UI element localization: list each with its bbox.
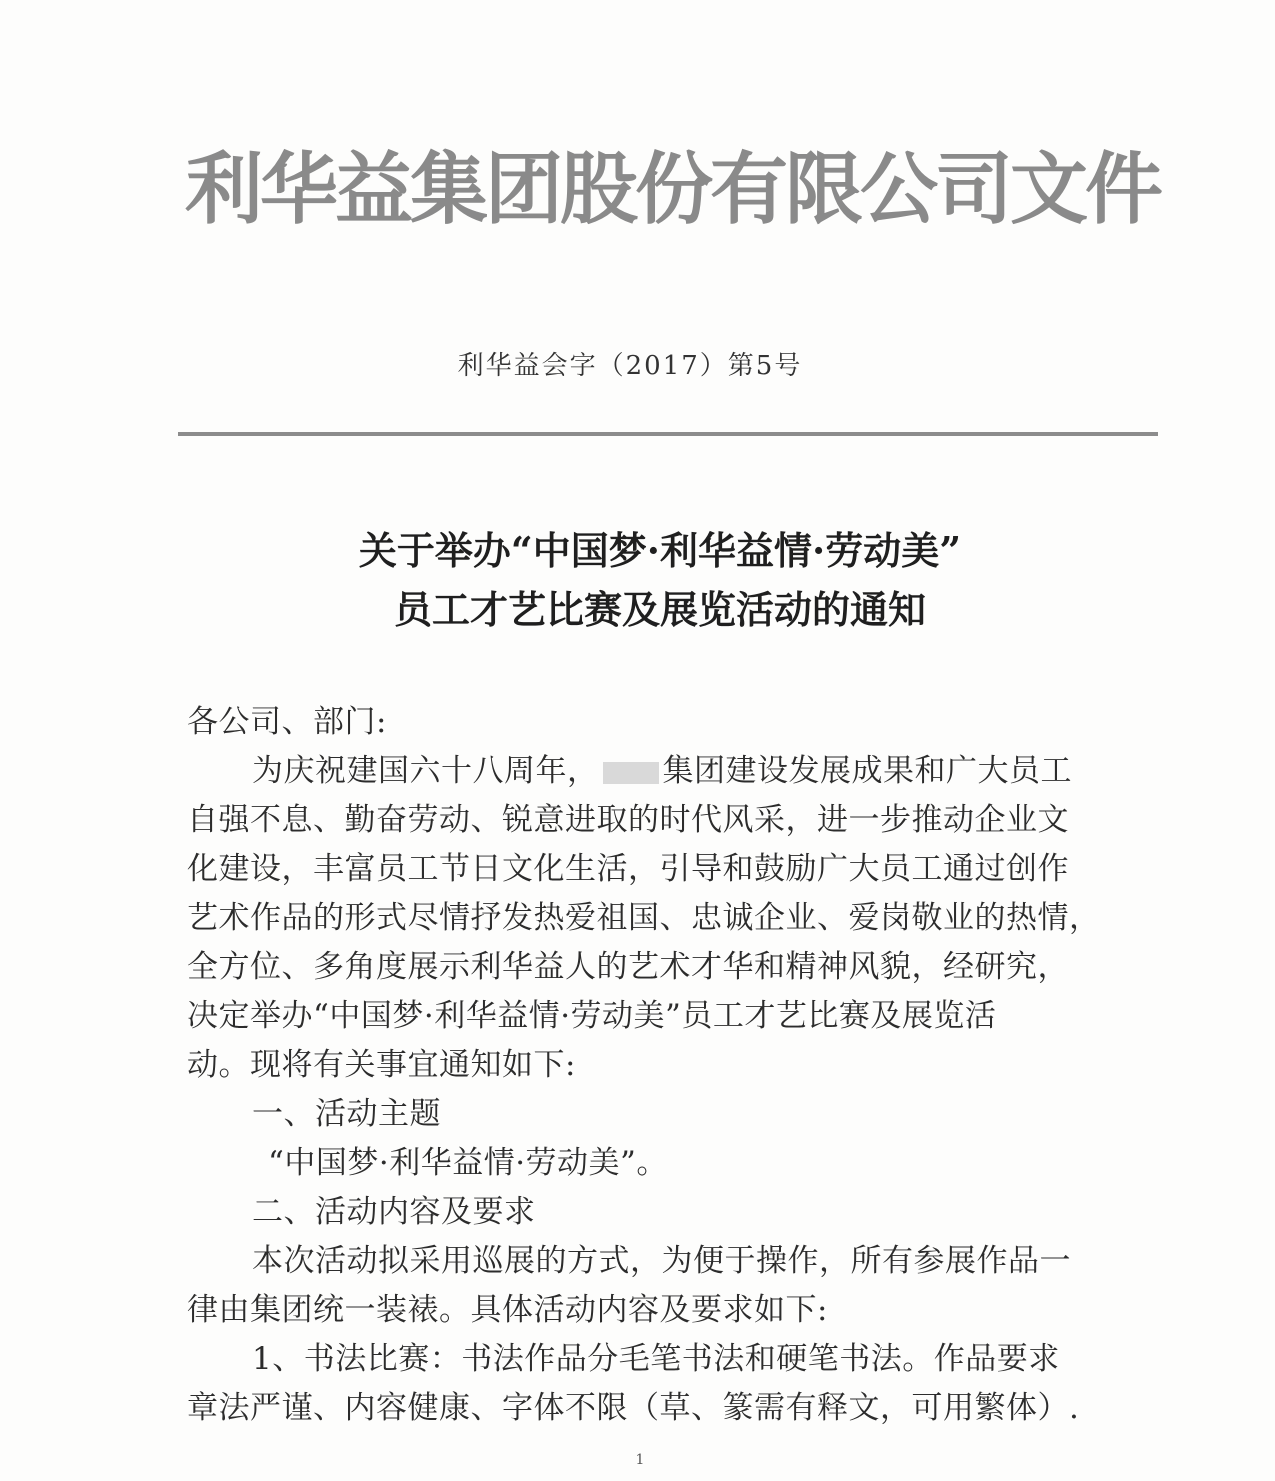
body-line-1-start: 为庆祝建国六十八周年， bbox=[252, 753, 599, 789]
section-2-heading: 二、活动内容及要求 bbox=[252, 1194, 536, 1230]
body-line-6: 决定举办“中国梦·利华益情·劳动美”员工才艺比赛及展览活 bbox=[187, 998, 997, 1034]
body-line-7: 动。现将有关事宜通知如下: bbox=[187, 1047, 576, 1083]
page-number: 1 bbox=[635, 1452, 645, 1468]
redaction-mark bbox=[603, 762, 659, 784]
document-title-line-2: 员工才艺比赛及展览活动的通知 bbox=[393, 587, 926, 632]
salutation: 各公司、部门: bbox=[187, 704, 387, 740]
section-2-line-4: 章法严谨、内容健康、字体不限（草、篆需有释文，可用繁体）. bbox=[187, 1390, 1080, 1426]
section-1-heading: 一、活动主题 bbox=[252, 1096, 441, 1132]
header-divider bbox=[178, 432, 1158, 436]
body-line-1-end: 集团建设发展成果和广大员工 bbox=[662, 753, 1072, 789]
document-title-line-1: 关于举办“中国梦·利华益情·劳动美” bbox=[358, 528, 962, 573]
body-line-2: 自强不息、勤奋劳动、锐意进取的时代风采，进一步推动企业文 bbox=[187, 802, 1069, 838]
section-2-line-3: 1、书法比赛：书法作品分毛笔书法和硬笔书法。作品要求 bbox=[252, 1341, 1060, 1377]
body-line-4: 艺术作品的形式尽情抒发热爱祖国、忠诚企业、爱岗敬业的热情， bbox=[187, 900, 1101, 936]
section-2-line-1: 本次活动拟采用巡展的方式，为便于操作，所有参展作品一 bbox=[252, 1243, 1071, 1279]
body-line-5: 全方位、多角度展示利华益人的艺术才华和精神风貌，经研究， bbox=[187, 949, 1069, 985]
section-2-line-2: 律由集团统一装裱。具体活动内容及要求如下: bbox=[187, 1292, 828, 1328]
body-line-1 bbox=[252, 747, 1202, 795]
document-masthead: 利华益集团股份有限公司文件 bbox=[185, 145, 1161, 235]
body-line-3: 化建设，丰富员工节日文化生活，引导和鼓励广大员工通过创作 bbox=[187, 851, 1069, 887]
section-1-text: “中国梦·利华益情·劳动美”。 bbox=[268, 1145, 668, 1181]
document-number: 利华益会字（2017）第5号 bbox=[457, 351, 803, 381]
